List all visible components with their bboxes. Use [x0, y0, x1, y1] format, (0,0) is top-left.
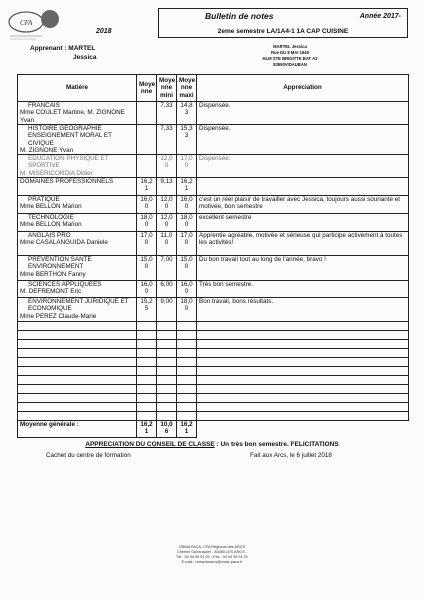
teacher-name: Mme BELLON Marion — [20, 221, 82, 229]
subject-name: EDUCATION PHYSIQUE ET SPORTIVE — [28, 155, 109, 170]
subject-name: FRANCAIS — [28, 102, 60, 109]
empty-row — [18, 322, 409, 331]
avg-cell — [137, 155, 157, 178]
avg-cell — [137, 125, 157, 155]
footer-address — [0, 545, 424, 565]
student-block — [30, 45, 97, 61]
report-header-box — [158, 8, 408, 38]
teacher-name: M. ZIGNONE Yvan — [20, 146, 74, 154]
min-cell: 7,33 — [157, 102, 177, 125]
subject-name: SCIENCES APPLIQUEES — [28, 281, 102, 289]
training-center-stamp-label: Cachet du centre de formation — [46, 452, 131, 459]
subject-name: TECHNOLOGIE — [28, 214, 74, 222]
teacher-name: Mme PEREZ Claude-Marie — [20, 312, 97, 320]
subject-name: PRATIQUE — [28, 196, 60, 204]
appreciation-cell: excellent semestre — [197, 214, 409, 232]
avg-cell: 16,2 1 — [137, 178, 157, 196]
appreciation-cell — [197, 178, 409, 196]
min-cell: 12,0 0 — [157, 196, 177, 214]
min-cell: 12,0 0 — [157, 214, 177, 232]
appreciation-cell: Dispensée. — [197, 155, 409, 178]
document-title: Bulletin de notes — [205, 11, 274, 21]
council-text: : Un très bon semestre. FELICITATIONS — [214, 441, 339, 448]
empty-row — [18, 412, 409, 421]
avg-cell: 18,0 0 — [137, 214, 157, 232]
footer-line: Tél : 04 94 99 51 00 - Fax : 04 94 99 51 01 — [176, 555, 248, 559]
school-year-label: Année 2017- — [359, 13, 401, 20]
logo-text: CFA — [20, 19, 33, 27]
header-appreciation: Appréciation — [197, 75, 409, 102]
subject-cell — [18, 155, 137, 178]
subject-cell — [18, 196, 137, 214]
min-cell: 9,00 — [157, 298, 177, 322]
council-label: APPRECIATION DU CONSEIL DE CLASSE — [85, 441, 215, 448]
max-cell: 16,0 0 — [177, 196, 197, 214]
max-cell: 15,3 3 — [177, 125, 197, 155]
avg-cell: 15,0 0 — [137, 256, 157, 281]
subject-name: DOMAINES PROFESSIONNELS — [20, 178, 114, 186]
avg-cell: 16,0 0 — [137, 281, 157, 298]
table-row — [18, 214, 409, 232]
appreciation-cell: c'est un réel plaisir de travailler avec Jessica, toujours aussi souriante et motivée, bon semestre — [197, 196, 409, 214]
general-average-label: Moyenne générale : — [18, 421, 137, 438]
header-subject: Matière — [18, 75, 137, 102]
empty-row — [18, 367, 409, 376]
subject-name: ANGLAIS PRO — [28, 232, 71, 240]
min-cell: 6,00 — [157, 281, 177, 298]
appreciation-cell: Très bon semestre. — [197, 281, 409, 298]
subject-cell — [18, 102, 137, 125]
empty-row — [18, 394, 409, 403]
empty-row — [18, 376, 409, 385]
max-cell: 14,8 3 — [177, 102, 197, 125]
subject-name: ENVIRONNEMENT JURIDIQUE ET ECONOMIQUE — [28, 298, 129, 313]
grades-table — [17, 74, 409, 438]
avg-cell: 15,2 5 — [137, 298, 157, 322]
avg-cell: 17,0 0 — [137, 232, 157, 256]
year-end-label: 2018 — [96, 28, 112, 35]
subject-cell — [18, 232, 137, 256]
teacher-name: Mme CASALANGUIDA Daniele — [20, 239, 108, 247]
address-line: Rue DU 8 MAI 1945 — [271, 50, 309, 55]
footer-line: Chemin Guiranquier - 83460 LES ARCS - — [177, 550, 247, 554]
address-line: MARTEL Jessica — [273, 44, 307, 49]
teacher-name: M. DEFREMONT Eric — [20, 288, 82, 296]
table-row — [18, 178, 409, 196]
teacher-name: Mme BERTHON Fanny — [20, 270, 86, 278]
table-row — [18, 155, 409, 178]
max-cell: 18,0 0 — [177, 214, 197, 232]
table-row — [18, 281, 409, 298]
max-cell: 16,2 1 — [177, 178, 197, 196]
teacher-name: M. MISERICORDIA Didier — [20, 169, 93, 177]
general-max-cell: 16,2 1 — [177, 421, 197, 438]
table-row — [18, 125, 409, 155]
address-line: 83550VIDAUBAN — [273, 62, 307, 67]
subject-cell — [18, 178, 137, 196]
header-average: Moye nne — [137, 75, 157, 102]
subject-name: PREVENTION SANTE ENVIRONNEMENT — [28, 256, 92, 271]
min-cell: 7,33 — [157, 125, 177, 155]
header-min: Moye nne mini — [157, 75, 177, 102]
general-avg-cell: 16,2 1 — [137, 421, 157, 438]
appreciation-cell: Apprentie agréable, motivée et sérieuse qui participe activement à toutes les activités! — [197, 232, 409, 256]
max-cell: 15,0 0 — [177, 256, 197, 281]
table-row — [18, 256, 409, 281]
appreciation-cell: Bon travail, bons résultats. — [197, 298, 409, 322]
avg-cell: 16,0 0 — [137, 196, 157, 214]
min-cell: 11,0 0 — [157, 232, 177, 256]
general-min-cell: 10,0 6 — [157, 421, 177, 438]
subject-cell — [18, 281, 137, 298]
footer-line: URMA PACA, CFA Régional des ARCS — [179, 545, 245, 549]
empty-row — [18, 331, 409, 340]
min-cell: 12,0 0 — [157, 155, 177, 178]
max-cell: 17,0 0 — [177, 232, 197, 256]
class-council-appreciation — [0, 441, 424, 448]
max-cell: 16,0 0 — [177, 281, 197, 298]
header-max: Moye nne maxi — [177, 75, 197, 102]
general-average-row — [18, 421, 409, 438]
avg-cell — [137, 102, 157, 125]
min-cell: 7,00 — [157, 256, 177, 281]
empty-row — [18, 385, 409, 394]
student-address — [240, 44, 340, 68]
appreciation-cell: Dispensée. — [197, 102, 409, 125]
table-row — [18, 232, 409, 256]
subject-cell — [18, 256, 137, 281]
empty-row — [18, 340, 409, 349]
address-line: HLM STE BRIGITTE BAT A2 — [262, 56, 318, 61]
empty-row — [18, 403, 409, 412]
student-first-name: Jessica — [73, 54, 97, 61]
empty-row — [18, 358, 409, 367]
max-cell: 18,0 0 — [177, 298, 197, 322]
appreciation-cell: Du bon travail tout au long de l'année, bravo ! — [197, 256, 409, 281]
max-cell: 17,0 0 — [177, 155, 197, 178]
min-cell: 9,13 — [157, 178, 177, 196]
teacher-name: Mme COULET Martine, M. ZIGNONE Yvan — [20, 109, 125, 124]
table-row — [18, 102, 409, 125]
signature-date: Fait aux Arcs, le 6 juillet 2018 — [250, 452, 332, 459]
appreciation-cell: Dispensée. — [197, 125, 409, 155]
cfa-logo — [6, 8, 62, 42]
table-row — [18, 298, 409, 322]
teacher-name: Mme BELLON Marion — [20, 203, 82, 211]
empty-row — [18, 349, 409, 358]
subject-cell — [18, 298, 137, 322]
table-header-row — [18, 75, 409, 102]
student-name: Apprenant : MARTEL — [30, 45, 96, 52]
subject-name: HISTOIRE GEOGRAPHIE ENSEIGNEMENT MORAL ET CIVIQUE — [28, 125, 112, 147]
footer-line: E-mail : urma.lesarcs@cmar-paca.fr — [181, 560, 243, 564]
subject-cell — [18, 125, 137, 155]
class-semester-line: 2eme semestre LA/1A4-1 1A CAP CUISINE — [217, 28, 349, 35]
table-row — [18, 196, 409, 214]
subject-cell — [18, 214, 137, 232]
